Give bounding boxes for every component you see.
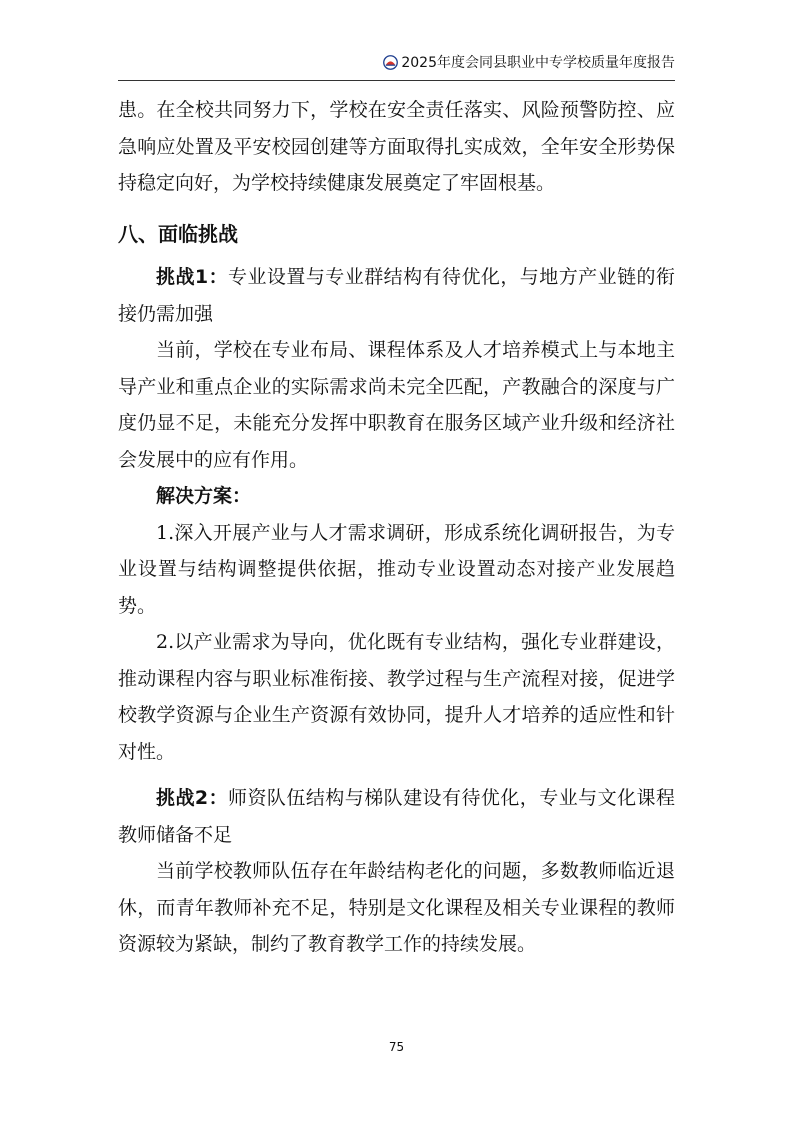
header-divider [118, 80, 675, 81]
challenge-2-heading [118, 780, 675, 853]
school-emblem-icon [383, 55, 398, 70]
page-header [383, 52, 675, 72]
solution-label: 解决方案： [156, 485, 252, 507]
section-heading: 八、面临挑战 [118, 221, 238, 246]
solution-item-2: 2.以产业需求为导向，优化既有专业结构，强化专业群建设，推动课程内容与职业标准衔接、教学过程与生产流程对接，促进学校教学资源与企业生产资源有效协同，提升人才培养的适应性和针对性。 [118, 631, 675, 763]
challenge-2-label: 挑战2： [156, 787, 229, 809]
challenge-2-body: 当前学校教师队伍存在年龄结构老化的问题，多数教师临近退休，而青年教师补充不足，特别是文化课程及相关专业课程的教师资源较为紧缺，制约了教育教学工作的持续发展。 [118, 860, 675, 955]
challenge-1-body: 当前，学校在专业布局、课程体系及人才培养模式上与本地主导产业和重点企业的实际需求尚未完全匹配，产教融合的深度与广度仍显不足，未能充分发挥中职教育在服务区域产业升级和经济社会发展中的应有作用。 [118, 339, 675, 471]
solution-item-1: 1.深入开展产业与人才需求调研，形成系统化调研报告，为专业设置与结构调整提供依据，推动专业设置动态对接产业发展趋势。 [118, 521, 675, 617]
page-number: 75 [388, 1040, 405, 1054]
challenge-1-title: 专业设置与专业群结构有待优化，与地方产业链的衔接仍需加强 [118, 266, 675, 325]
document-body [118, 92, 675, 963]
intro-paragraph: 患。在全校共同努力下，学校在安全责任落实、风险预警防控、应急响应处置及平安校园创建等方面取得扎实成效，全年安全形势保持稳定向好，为学校持续健康发展奠定了牢固根基。 [118, 99, 675, 194]
challenge-2-title: 师资队伍结构与梯队建设有待优化，专业与文化课程教师储备不足 [118, 787, 675, 846]
header-title: 2025年度会同县职业中专学校质量年度报告 [401, 55, 675, 71]
challenge-1-label: 挑战1： [156, 266, 229, 288]
challenge-1-heading [118, 259, 675, 332]
